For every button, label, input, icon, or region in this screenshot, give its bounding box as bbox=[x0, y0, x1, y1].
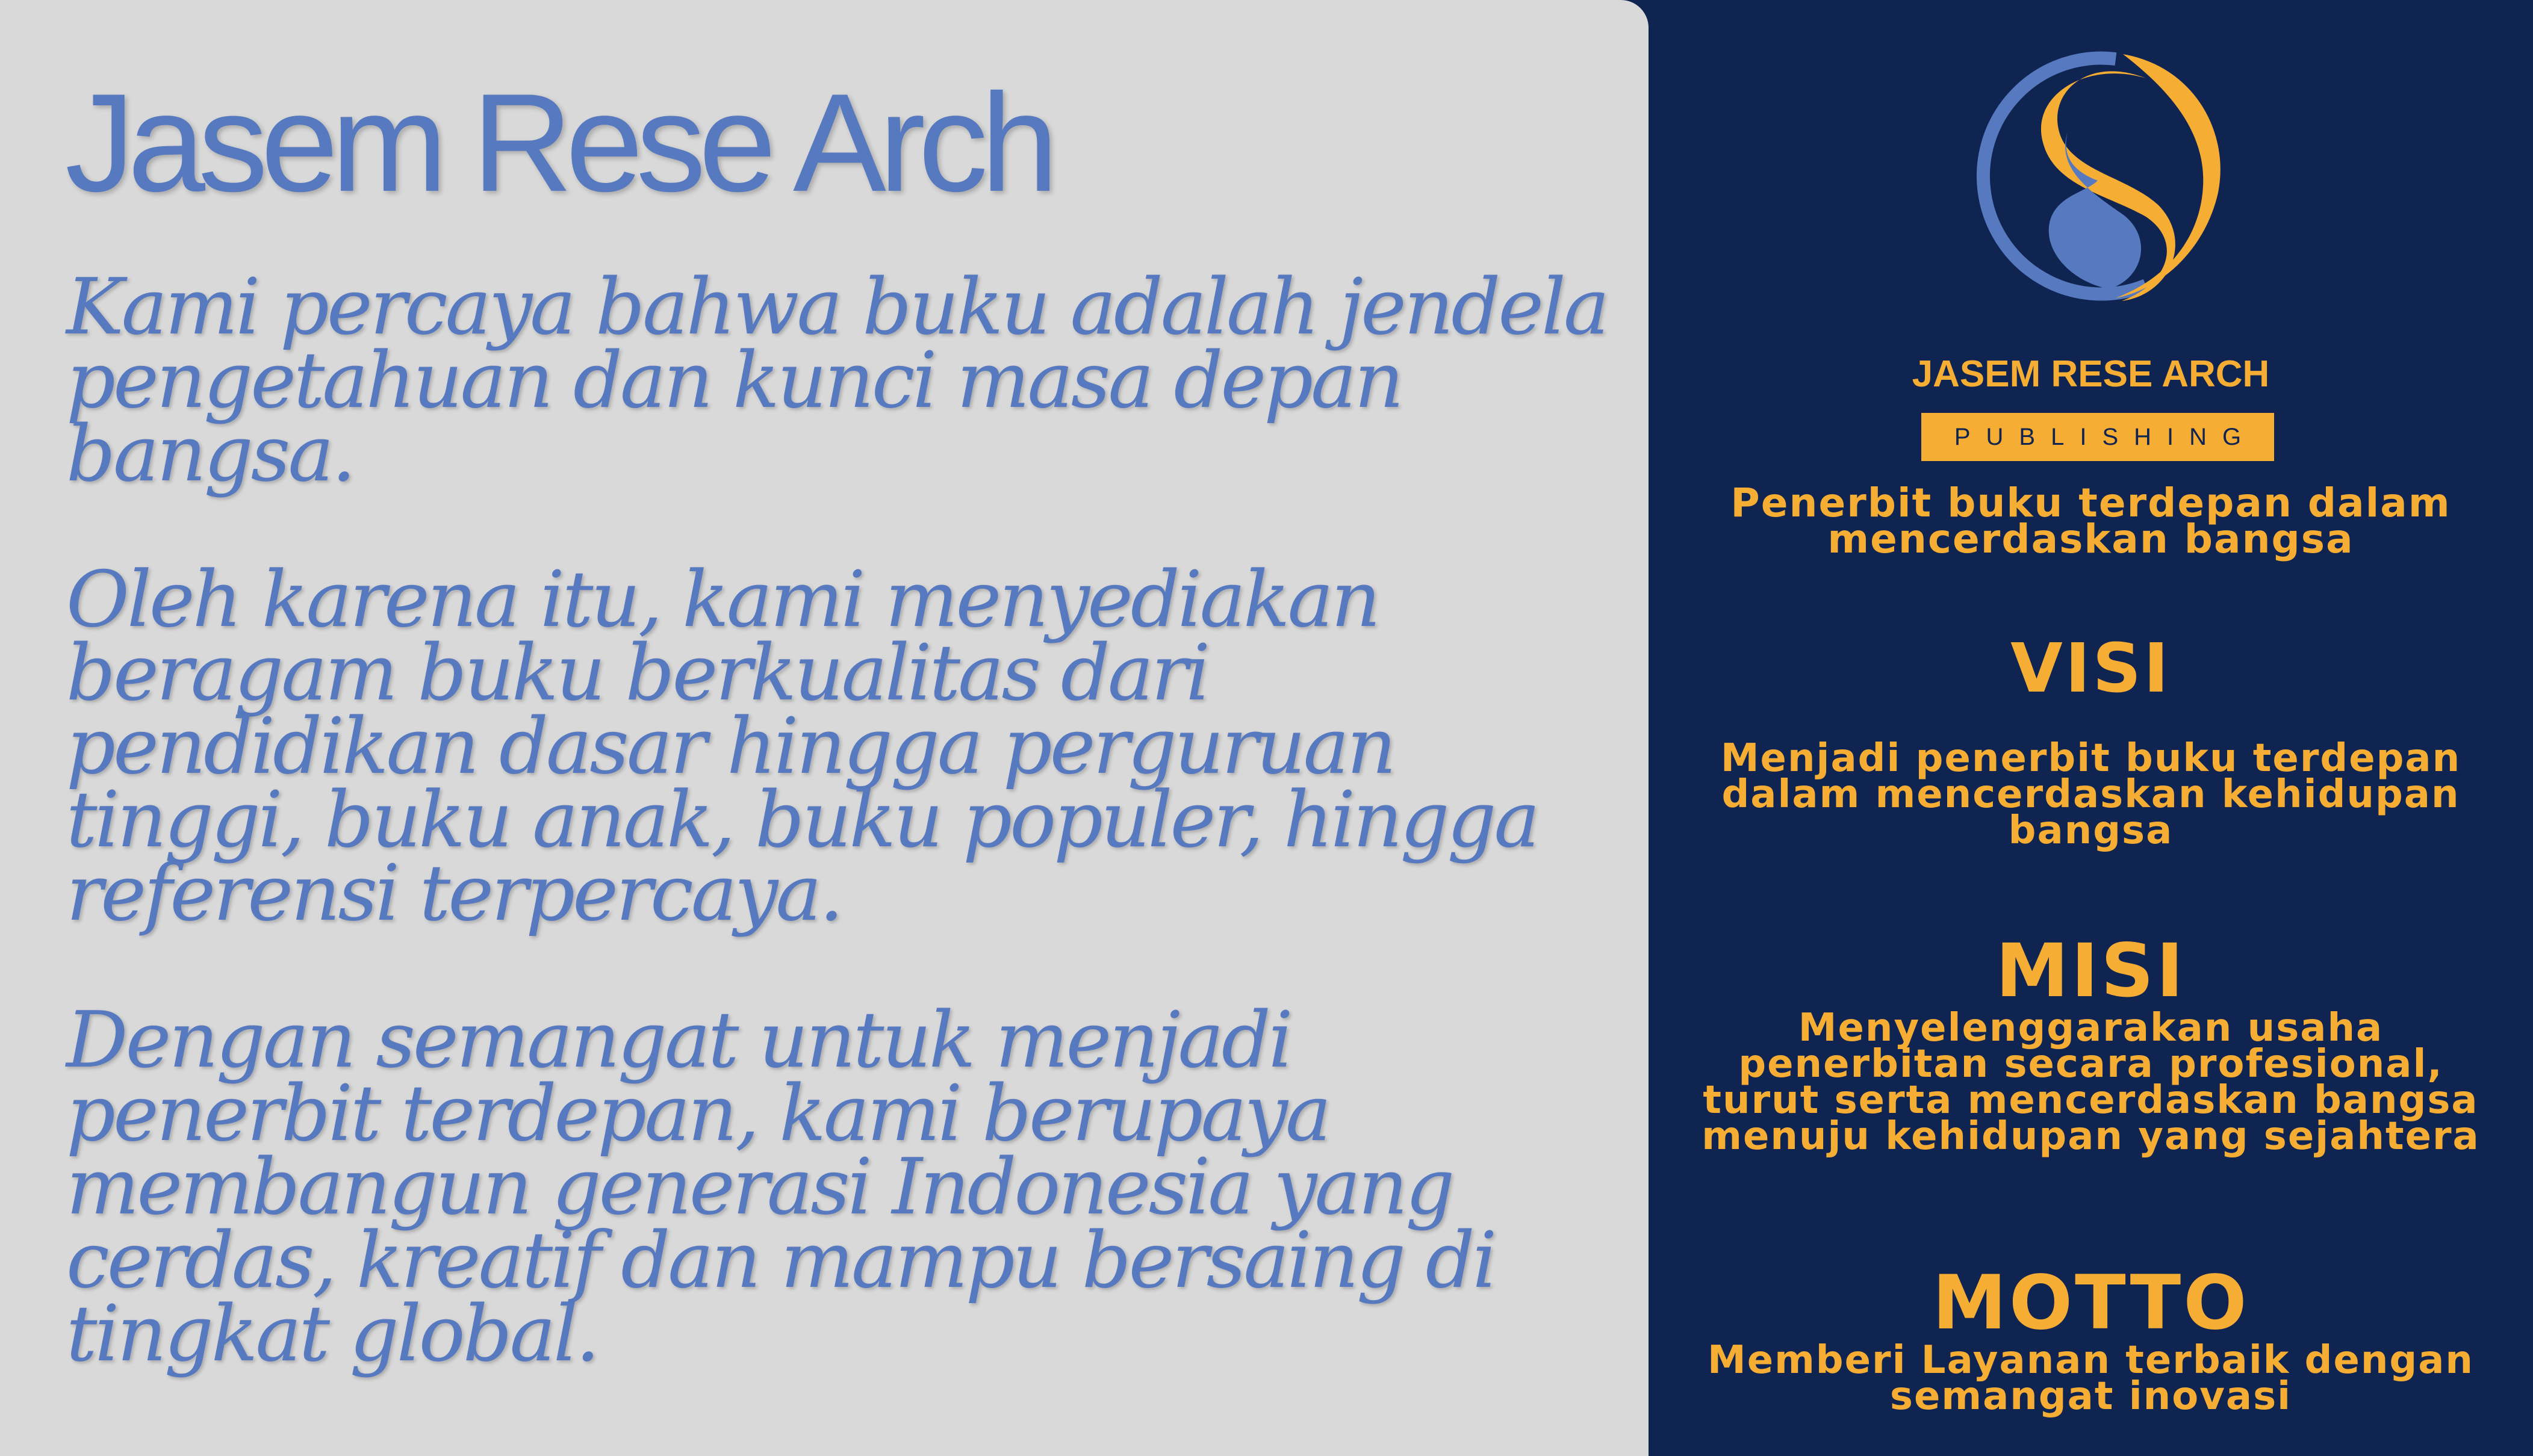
brand-subtitle-badge: PUBLISHING bbox=[1921, 413, 2274, 461]
misi-text: Menyelenggarakan usaha penerbitan secara profesional, turut serta mencerdaskan bangsa menuju kehidupan yang sejahtera bbox=[1702, 1006, 2480, 1159]
intro-paragraph-1: Kami percaya bahwa buku adalah jendela pengetahuan dan kunci masa depan bangsa. bbox=[66, 262, 1608, 499]
swirl-s-logo-icon bbox=[1965, 42, 2235, 312]
intro-paragraph-2: Oleh karena itu, kami menyediakan beragam buku berkualitas dari pendidikan dasar hingga perguruan tinggi, buku anak, buku populer, hingga referensi terpercaya. bbox=[66, 555, 1538, 938]
page-title: Jasem Rese Arch bbox=[65, 65, 1052, 221]
tagline: Penerbit buku terdepan dalam mencerdaskan bangsa bbox=[1730, 480, 2451, 562]
company-info-panel bbox=[1649, 0, 2533, 1456]
intro-paragraph-3: Dengan semangat untuk menjadi penerbit terdepan, kami berupaya membangun generasi Indonesia yang cerdas, kreatif dan mampu bersaing di tingkat global. bbox=[66, 996, 1495, 1379]
motto-text: Memberi Layanan terbaik dengan semangat inovasi bbox=[1708, 1338, 2474, 1419]
motto-title: MOTTO bbox=[1932, 1260, 2249, 1346]
misi-title: MISI bbox=[1995, 928, 2186, 1014]
visi-text: Menjadi penerbit buku terdepan dalam mencerdaskan kehidupan bangsa bbox=[1720, 736, 2461, 853]
brand-name: JASEM RESE ARCH bbox=[1912, 353, 2270, 395]
visi-title: VISI bbox=[2010, 630, 2171, 708]
